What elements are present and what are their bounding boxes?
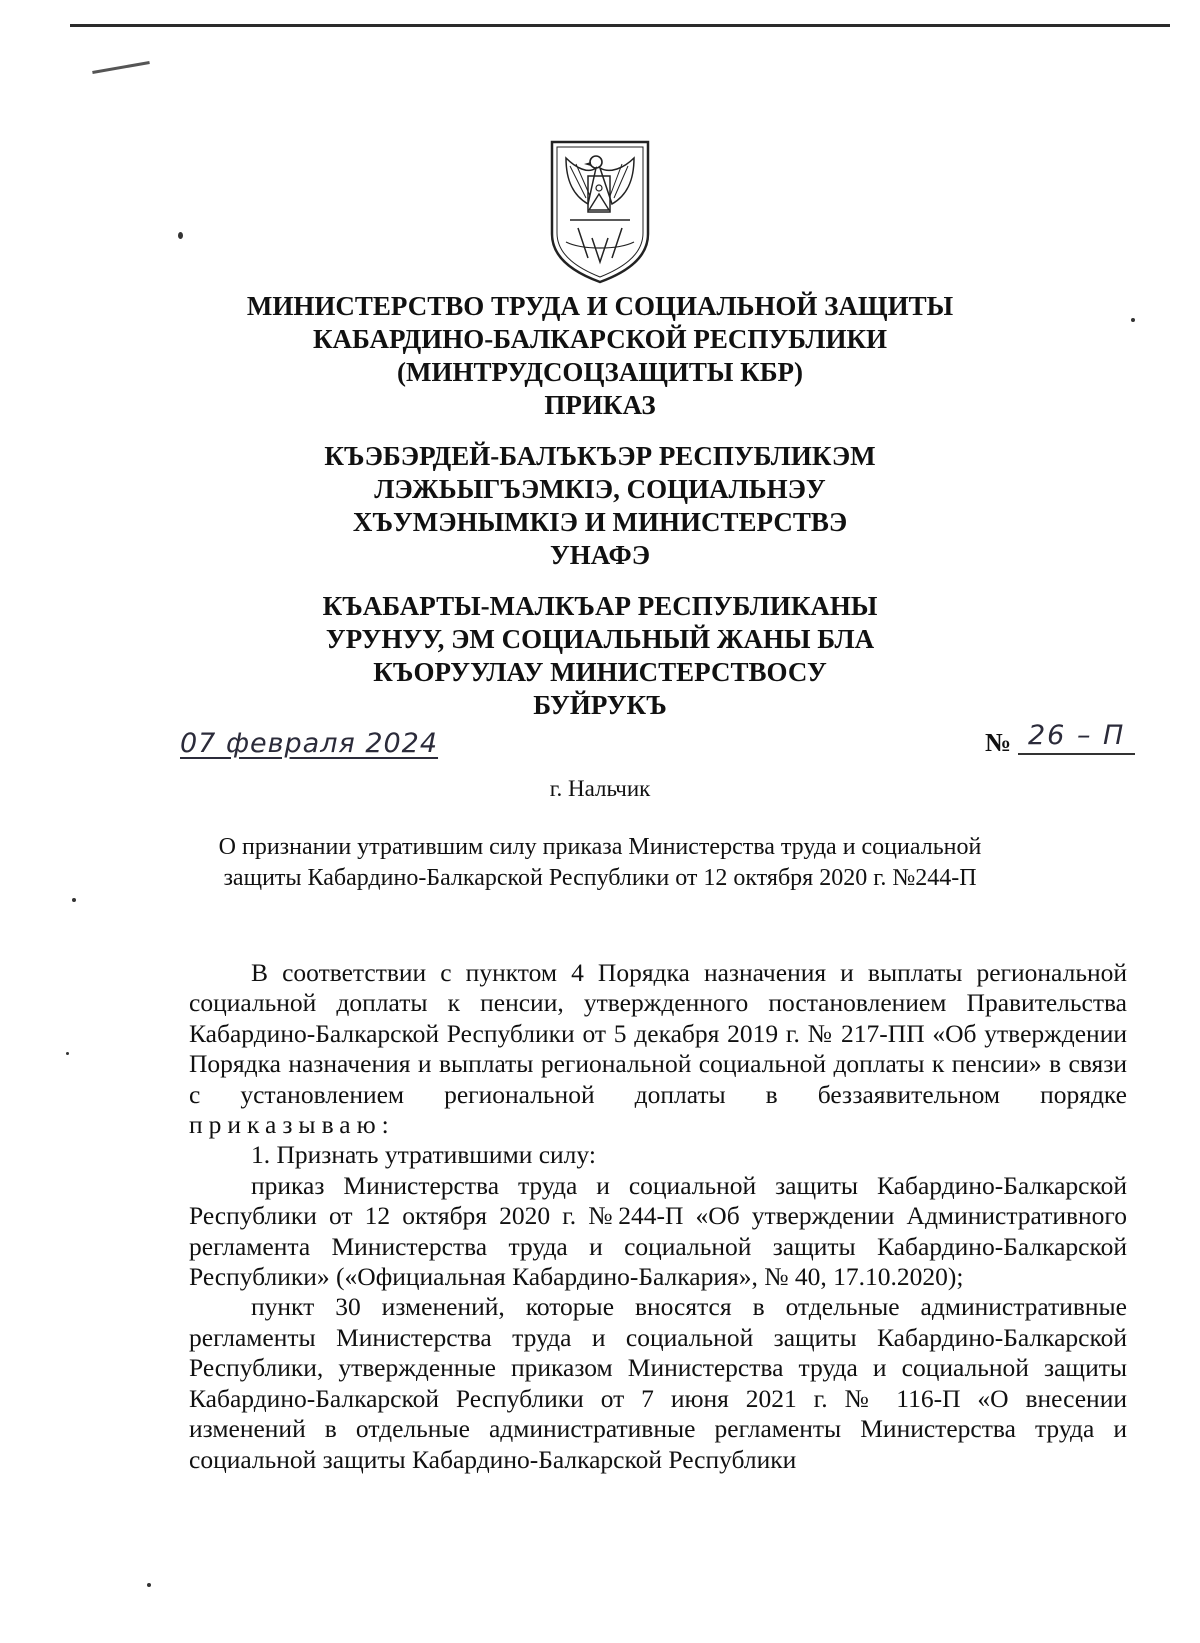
header-line: КЪОРУУЛАУ МИНИСТЕРСТВОСУ	[373, 657, 827, 687]
body-paragraph	[189, 958, 1127, 1140]
directive-word: приказываю:	[189, 1110, 395, 1140]
scan-speck	[178, 232, 183, 239]
body-paragraph: 1. Признать утратившими силу:	[251, 1140, 596, 1170]
scan-speck	[1131, 318, 1135, 322]
body-paragraph: пункт 30 изменений, которые вносятся в отдельные административные регламенты Министерства труда и социальной защиты Кабардино-Балкарской Республики, утвержденные приказом Министерства труда и социальной защиты Кабардино-Балкарской Республики от 7 июня 2021 г. № 116-П «О внесении изменений в отдельные административные регламенты Министерства труда и социальной защиты Кабардино-Балкарской Республики	[189, 1292, 1127, 1474]
scan-mark	[92, 61, 150, 74]
header-line: КЪАБАРТЫ-МАЛКЪАР РЕСПУБЛИКАНЫ	[322, 591, 878, 621]
header-line: ЛЭЖЬЫГЪЭМКIЭ, СОЦИАЛЬНЭУ	[374, 474, 826, 504]
order-number-label: №	[985, 728, 1012, 757]
scan-speck	[66, 1052, 69, 1055]
coat-of-arms-emblem	[548, 138, 652, 284]
order-body	[189, 958, 1127, 1475]
header-line: УНАФЭ	[549, 540, 651, 570]
header-line: БУЙРУКЪ	[533, 690, 667, 720]
header-line: КАБАРДИНО-БАЛКАРСКОЙ РЕСПУБЛИКИ	[312, 324, 888, 354]
header-line: УРУНУУ, ЭМ СОЦИАЛЬНЫЙ ЖАНЫ БЛА	[325, 624, 875, 654]
body-paragraph: приказ Министерства труда и социальной защиты Кабардино-Балкарской Республики от 12 октября 2020 г. №244-П «Об утверждении Административного регламента Министерства труда и социальной защиты Кабардино-Балкарской Республики» («Официальная Кабардино-Балкария», № 40, 17.10.2020);	[189, 1170, 1127, 1292]
scan-speck	[147, 1583, 151, 1587]
order-date: 07 февраля 2024	[180, 728, 439, 759]
order-number: 26 – П	[1018, 720, 1135, 755]
header-line: МИНИСТЕРСТВО ТРУДА И СОЦИАЛЬНОЙ ЗАЩИТЫ	[246, 291, 954, 321]
city: г. Нальчик	[549, 776, 651, 801]
header-balkar	[200, 590, 1000, 722]
subject-line: О признании утратившим силу приказа Министерства труда и социальной	[218, 834, 982, 860]
order-subject	[190, 832, 1010, 894]
body-text: В соответствии с пунктом 4 Порядка назначения и выплаты региональной социальной доплаты к пенсии, утвержденного постановлением Правительства Кабардино-Балкарской Республики от 5 декабря 2019 г. № 217-ПП «Об утверждении Порядка назначения и выплаты региональной социальной доплаты к пенсии» в связи с установлением региональной доплаты в беззаявительном порядке	[189, 958, 1127, 1109]
header-line: (МИНТРУДСОЦЗАЩИТЫ КБР)	[396, 357, 804, 387]
header-line: КЪЭБЭРДЕЙ-БАЛЪКЪЭР РЕСПУБЛИКЭМ	[324, 441, 876, 471]
scan-top-edge	[70, 24, 1170, 27]
header-line: ХЪУМЭНЫМКIЭ И МИНИСТЕРСТВЭ	[352, 507, 848, 537]
scan-speck	[72, 898, 76, 902]
header-russian	[200, 290, 1000, 422]
header-line: ПРИКАЗ	[544, 390, 656, 420]
subject-line: защиты Кабардино-Балкарской Республики от 12 октября 2020 г. №244-П	[223, 865, 977, 891]
header-kabardian	[200, 440, 1000, 572]
